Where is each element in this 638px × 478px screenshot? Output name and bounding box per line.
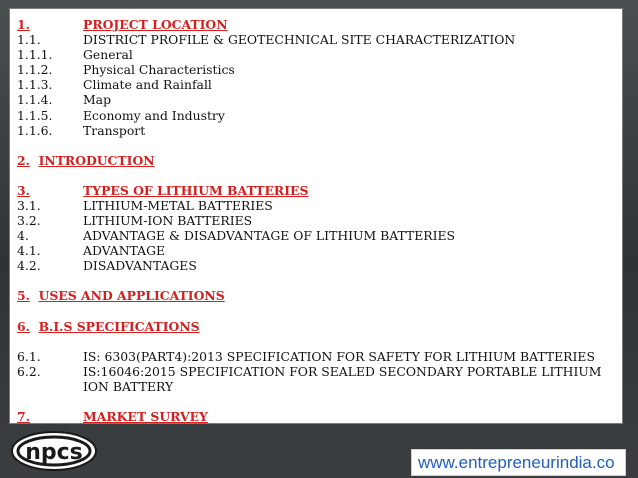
toc-title: MARKET SURVEY [83, 408, 208, 424]
logo-text: npcs [25, 440, 83, 465]
toc-item [17, 243, 622, 258]
toc-item [17, 349, 622, 364]
toc-item [17, 108, 622, 123]
toc-number: 3. [17, 182, 30, 198]
toc-title: LITHIUM-ION BATTERIES [83, 213, 253, 229]
toc-title: Transport [83, 122, 146, 138]
toc-number: 3.1. [17, 197, 41, 213]
toc-number: 4. [17, 228, 29, 244]
toc-title: General [83, 47, 133, 63]
toc-number: 1.1.4. [17, 92, 53, 108]
toc-number: 1.1.5. [17, 107, 53, 123]
toc-number: 7. [17, 408, 30, 424]
toc-item [17, 198, 622, 213]
toc-title: PROJECT LOCATION [83, 17, 228, 32]
toc-number: 1.1. [17, 32, 41, 48]
spacer [17, 304, 622, 319]
toc-heading-5 [17, 288, 622, 303]
spacer [17, 394, 622, 409]
toc-title: ADVANTAGE [83, 243, 166, 259]
toc-title: ADVANTAGE & DISADVANTAGE OF LITHIUM BATTERIES [83, 228, 456, 244]
npcs-logo [10, 430, 98, 472]
toc-number: 4.2. [17, 258, 41, 274]
toc-number: 1.1.3. [17, 77, 53, 93]
website-link[interactable]: www.entrepreneurindia.co [411, 449, 626, 476]
toc-heading-7 [17, 409, 622, 424]
toc-item [17, 32, 622, 47]
toc-number: 1.1.1. [17, 47, 53, 63]
table-of-contents [9, 8, 623, 424]
toc-item [17, 47, 622, 62]
toc-title: Physical Characteristics [83, 62, 235, 78]
toc-item [17, 364, 622, 394]
spacer [17, 168, 622, 183]
toc-title: IS: 6303(PART4):2013 SPECIFICATION FOR SAFETY FOR LITHIUM BATTERIES [83, 348, 595, 364]
toc-heading-6 [17, 319, 622, 334]
toc-number: 6.1. [17, 348, 41, 364]
toc-title: DISTRICT PROFILE & GEOTECHNICAL SITE CHARACTERIZATION [83, 32, 516, 48]
toc-title: LITHIUM-METAL BATTERIES [83, 197, 273, 213]
toc-item [17, 213, 622, 228]
toc-number: 1.1.2. [17, 62, 53, 78]
toc-title: Climate and Rainfall [83, 77, 212, 93]
toc-item [17, 77, 622, 92]
toc-number: 3.2. [17, 213, 41, 229]
toc-item [17, 62, 622, 77]
toc-heading-1 [17, 17, 622, 32]
toc-number: 6. [17, 318, 30, 334]
toc-number: 4.1. [17, 243, 41, 259]
spacer [17, 138, 622, 153]
spacer [17, 334, 622, 349]
toc-heading-3 [17, 183, 622, 198]
toc-item [17, 258, 622, 273]
toc-title: B.I.S SPECIFICATIONS [38, 318, 200, 334]
toc-number: 2. [17, 152, 30, 168]
toc-heading-2 [17, 153, 622, 168]
toc-item [17, 123, 622, 138]
toc-number: 5. [17, 288, 30, 304]
toc-item [17, 228, 622, 243]
toc-title: INTRODUCTION [38, 152, 155, 168]
toc-number: 1. [17, 17, 30, 32]
toc-title: USES AND APPLICATIONS [38, 288, 225, 304]
toc-title: Economy and Industry [83, 107, 225, 123]
toc-number: 1.1.6. [17, 122, 53, 138]
toc-number: 6.2. [17, 363, 41, 379]
toc-title: DISADVANTAGES [83, 258, 197, 274]
toc-title: Map [83, 92, 112, 108]
toc-item [17, 92, 622, 107]
toc-title: TYPES OF LITHIUM BATTERIES [83, 182, 309, 198]
toc-title: IS:16046:2015 SPECIFICATION FOR SEALED SECONDARY PORTABLE LITHIUM ION BATTERY [83, 363, 602, 394]
spacer [17, 273, 622, 288]
